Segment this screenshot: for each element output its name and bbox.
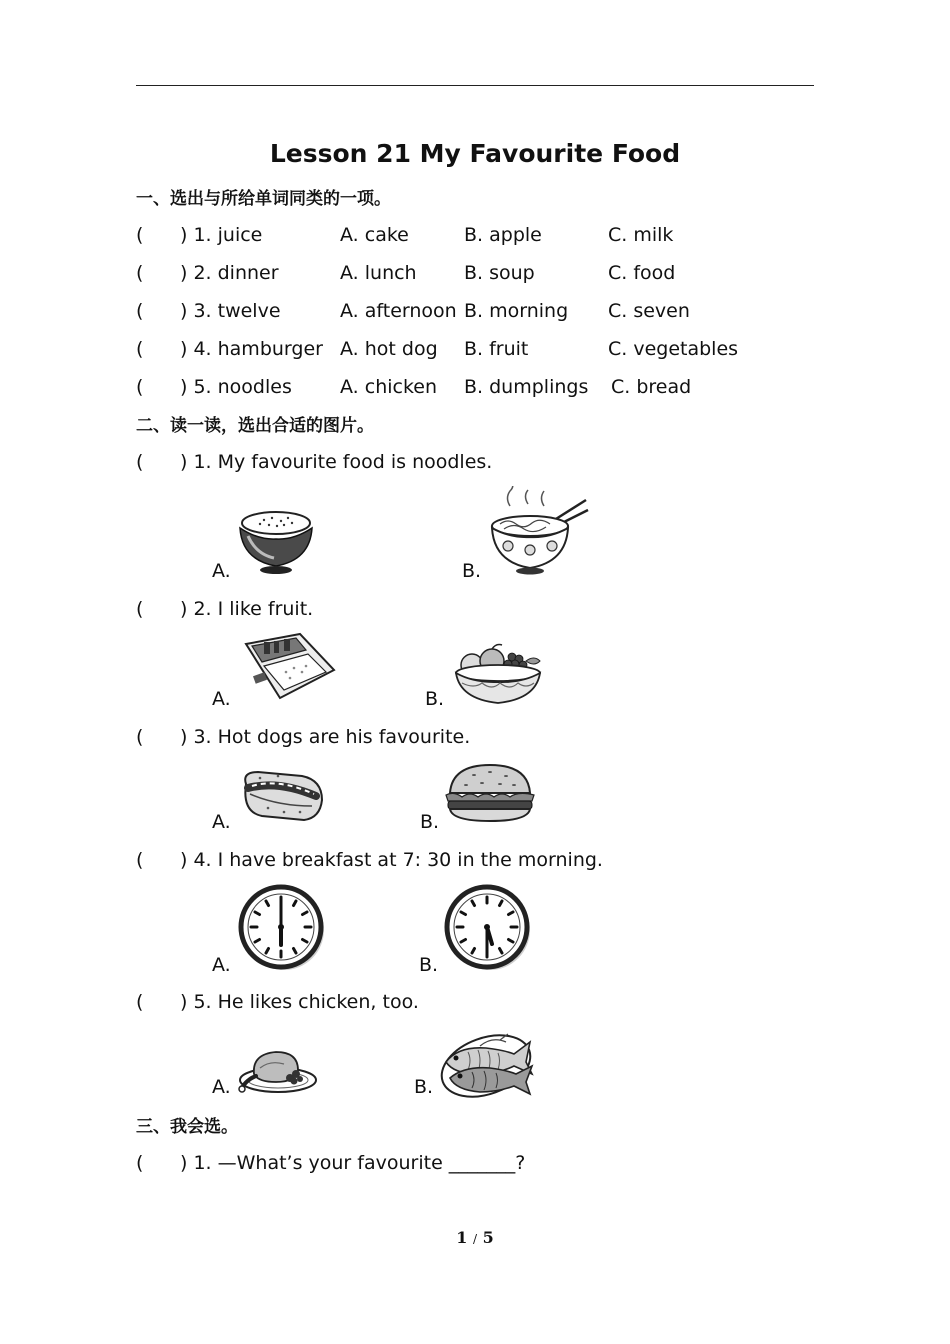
option-a-label: A. bbox=[212, 954, 231, 976]
question-text: ) 3. twelve bbox=[180, 300, 281, 322]
question-text: ) 1. My favourite food is noodles. bbox=[180, 451, 493, 473]
fruit-bowl-icon[interactable] bbox=[452, 643, 546, 707]
question-text: ) 1. juice bbox=[180, 224, 263, 246]
answer-paren[interactable]: ( bbox=[136, 224, 144, 246]
header-rule bbox=[136, 85, 814, 86]
page-number bbox=[0, 1228, 950, 1247]
section-3-heading: 三、我会选。 bbox=[136, 1117, 238, 1137]
hot-dog-icon[interactable] bbox=[238, 766, 326, 826]
roast-chicken-icon[interactable] bbox=[236, 1046, 318, 1096]
option-b-label: B. bbox=[420, 811, 440, 833]
hamburger-icon[interactable] bbox=[444, 763, 536, 825]
option-a: A. chicken bbox=[340, 376, 438, 398]
answer-paren[interactable]: ( bbox=[136, 376, 144, 398]
question-text: ) 4. I have breakfast at 7: 30 in the morning. bbox=[180, 849, 603, 871]
option-c: C. seven bbox=[608, 300, 690, 322]
option-a: A. hot dog bbox=[340, 338, 438, 360]
question-text: ) 4. hamburger bbox=[180, 338, 323, 360]
clock-six-thirty-icon[interactable] bbox=[444, 884, 532, 972]
option-a-label: A. bbox=[212, 811, 231, 833]
rice-bowl-icon[interactable] bbox=[236, 506, 316, 578]
question-text: ) 2. dinner bbox=[180, 262, 279, 284]
page-separator: / bbox=[472, 1232, 478, 1246]
answer-paren[interactable]: ( bbox=[136, 262, 144, 284]
noodle-bowl-icon[interactable] bbox=[488, 486, 590, 576]
answer-paren[interactable]: ( bbox=[136, 1152, 144, 1174]
option-b-label: B. bbox=[425, 688, 445, 710]
option-b: B. fruit bbox=[464, 338, 529, 360]
option-b: B. morning bbox=[464, 300, 569, 322]
option-b-label: B. bbox=[414, 1076, 434, 1098]
answer-paren[interactable]: ( bbox=[136, 849, 144, 871]
option-b: B. soup bbox=[464, 262, 535, 284]
option-c: C. milk bbox=[608, 224, 674, 246]
option-a: A. afternoon bbox=[340, 300, 457, 322]
section-2-heading: 二、读一读，选出合适的图片。 bbox=[136, 416, 374, 436]
option-b: B. dumplings bbox=[464, 376, 589, 398]
page-title: Lesson 21 My Favourite Food bbox=[269, 139, 681, 168]
answer-paren[interactable]: ( bbox=[136, 991, 144, 1013]
option-a-label: A. bbox=[212, 560, 231, 582]
option-c: C. food bbox=[608, 262, 676, 284]
option-b-label: B. bbox=[462, 560, 482, 582]
section-1-heading: 一、选出与所给单词同类的一项。 bbox=[136, 189, 391, 209]
fish-plate-icon[interactable] bbox=[438, 1024, 538, 1098]
answer-paren[interactable]: ( bbox=[136, 726, 144, 748]
question-text: ) 3. Hot dogs are his favourite. bbox=[180, 726, 471, 748]
option-a-label: A. bbox=[212, 1076, 231, 1098]
answer-paren[interactable]: ( bbox=[136, 451, 144, 473]
answer-paren[interactable]: ( bbox=[136, 300, 144, 322]
answer-paren[interactable]: ( bbox=[136, 598, 144, 620]
option-c: C. bread bbox=[611, 376, 692, 398]
option-b-label: B. bbox=[419, 954, 439, 976]
question-text: ) 5. noodles bbox=[180, 376, 292, 398]
lunch-box-icon[interactable] bbox=[240, 632, 336, 700]
page-current: 1 bbox=[456, 1228, 468, 1247]
option-a: A. lunch bbox=[340, 262, 417, 284]
option-a: A. cake bbox=[340, 224, 409, 246]
option-a-label: A. bbox=[212, 688, 231, 710]
question-text: ) 2. I like fruit. bbox=[180, 598, 314, 620]
question-text: ) 5. He likes chicken, too. bbox=[180, 991, 419, 1013]
answer-paren[interactable]: ( bbox=[136, 338, 144, 360]
option-b: B. apple bbox=[464, 224, 542, 246]
question-text: ) 1. —What’s your favourite _______? bbox=[180, 1152, 526, 1174]
clock-six-icon[interactable] bbox=[238, 884, 326, 972]
option-c: C. vegetables bbox=[608, 338, 739, 360]
page-total: 5 bbox=[482, 1228, 494, 1247]
